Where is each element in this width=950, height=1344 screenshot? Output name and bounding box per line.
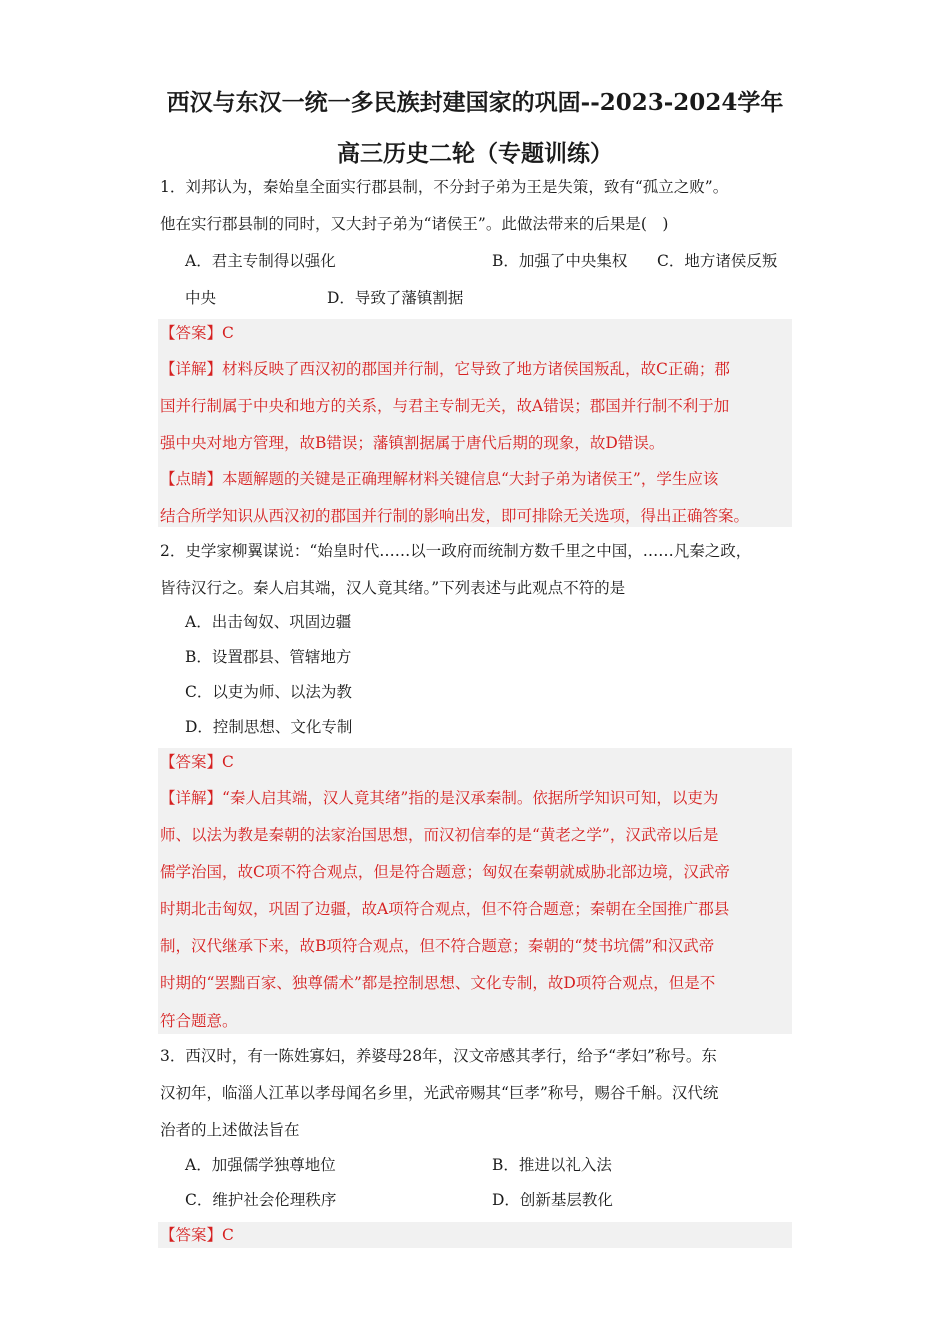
q2-detail-line5: 制，汉代继承下来，故B项符合观点，但不符合题意；秦朝的“焚书坑儒”和汉武帝: [160, 937, 715, 955]
q2-option-d: D．控制思想、文化专制: [185, 718, 353, 736]
page-title-line1: 西汉与东汉一统一多民族封建国家的巩固--2023-2024学年: [166, 89, 784, 116]
q1-tip-line1: 【点睛】本题解题的关键是正确理解材料关键信息“大封子弟为诸侯王”，学生应该: [160, 470, 719, 488]
q2-detail-line3: 儒学治国，故C项不符合观点，但是符合题意；匈奴在秦朝就威胁北部边境，汉武帝: [160, 863, 730, 881]
q3-stem-line3: 治者的上述做法旨在: [160, 1121, 300, 1139]
q2-stem-line2: 皆待汉行之。秦人启其端，汉人竟其绪。”下列表述与此观点不符的是: [160, 579, 626, 597]
q1-stem-line2: 他在实行郡县制的同时，又大封子弟为“诸侯王”。此做法带来的后果是( ): [160, 215, 669, 233]
q2-stem-line1: 2．史学家柳翼谋说：“始皇时代……以一政府而统制方数千里之中国，……凡秦之政，: [160, 542, 752, 560]
q1-answer-panel: [158, 319, 792, 527]
q2-detail-line4: 时期北击匈奴，巩固了边疆，故A项符合观点，但不符合题意；秦朝在全国推广郡县: [160, 900, 730, 918]
q1-tip-line2: 结合所学知识从西汉初的郡国并行制的影响出发，即可排除无关选项，得出正确答案。: [160, 507, 750, 525]
q3-stem-line2: 汉初年，临淄人江革以孝母闻名乡里，光武帝赐其“巨孝”称号，赐谷千斛。汉代统: [160, 1084, 719, 1102]
q2-option-b: B．设置郡县、管辖地方: [185, 648, 352, 666]
page-title-line2: 高三历史二轮（专题训练）: [337, 140, 613, 167]
q2-detail-line1: 【详解】“秦人启其端，汉人竟其绪”指的是汉承秦制。依据所学知识可知，以吏为: [160, 789, 719, 807]
q1-option-c: C．地方诸侯反叛: [657, 252, 778, 270]
q2-detail-line7: 符合题意。: [160, 1012, 238, 1030]
q1-option-d: D．导致了藩镇割据: [327, 289, 464, 307]
q1-detail-line2: 国并行制属于中央和地方的关系，与君主专制无关，故A错误；郡国并行制不利于加: [160, 397, 730, 415]
q3-option-a: A．加强儒学独尊地位: [185, 1156, 336, 1174]
q1-detail-line3: 强中央对地方管理，故B错误；藩镇割据属于唐代后期的现象，故D错误。: [160, 434, 665, 452]
q2-answer: 【答案】C: [160, 753, 234, 771]
q2-option-c: C．以吏为师、以法为教: [185, 683, 352, 701]
q3-option-c: C．维护社会伦理秩序: [185, 1191, 337, 1209]
q2-detail-line2: 师、以法为教是秦朝的法家治国思想，而汉初信奉的是“黄老之学”，汉武帝以后是: [160, 826, 719, 844]
q2-detail-line6: 时期的“罢黜百家、独尊儒术”都是控制思想、文化专制，故D项符合观点，但是不: [160, 974, 716, 992]
q1-stem-line1: 1．刘邦认为，秦始皇全面实行郡县制，不分封子弟为王是失策，致有“孤立之败”。: [160, 178, 729, 196]
q1-detail-line1: 【详解】材料反映了西汉初的郡国并行制，它导致了地方诸侯国叛乱，故C正确；郡: [160, 360, 730, 378]
q3-option-d: D．创新基层教化: [492, 1191, 613, 1209]
q1-answer: 【答案】C: [160, 324, 234, 342]
q1-option-a: A．君主专制得以强化: [185, 252, 336, 270]
q3-stem-line1: 3．西汉时，有一陈姓寡妇，养婆母28年，汉文帝感其孝行，给予“孝妇”称号。东: [160, 1047, 717, 1065]
q3-option-b: B．推进以礼入法: [492, 1156, 612, 1174]
q1-option-c-continued: 中央: [185, 289, 217, 307]
q1-option-b: B．加强了中央集权: [492, 252, 628, 270]
q2-option-a: A．出击匈奴、巩固边疆: [185, 613, 352, 631]
q3-answer: 【答案】C: [160, 1226, 234, 1244]
